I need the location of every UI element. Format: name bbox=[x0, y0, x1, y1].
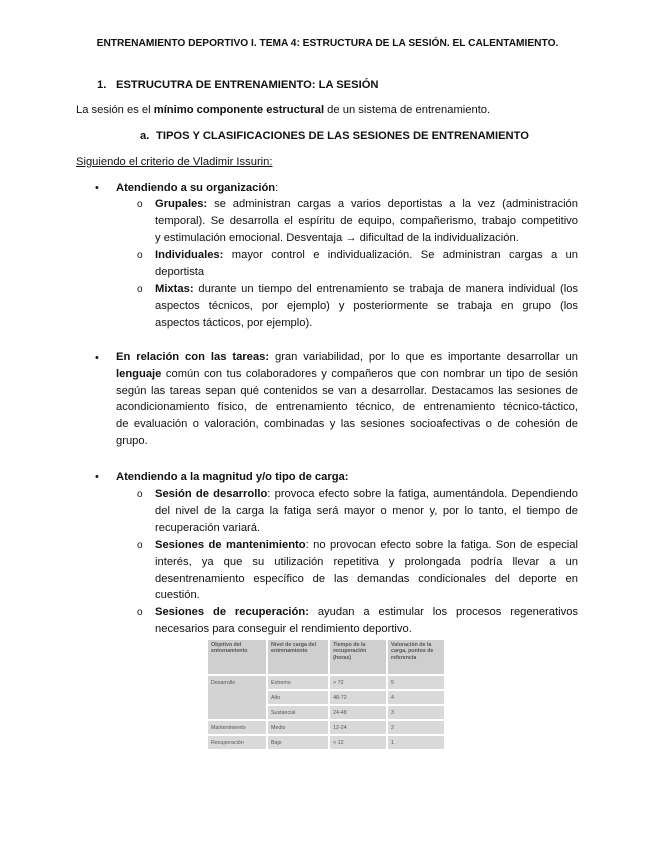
load-heading: Atendiendo a la magnitud y/o tipo de carga: bbox=[116, 471, 349, 483]
sub-bullet-mantenimiento: o bbox=[137, 540, 143, 551]
list-item-mixtas: Mixtas: durante un tiempo del entrenamiento se trabaja de manera individual (los aspectos técnicos, por ejemplo) y posteriormente se trabaja en grupo (los aspectos tácticos, por ejemplo). bbox=[155, 283, 579, 329]
subsection-letter: a. bbox=[140, 130, 150, 142]
document-header: ENTRENAMIENTO DEPORTIVO I. TEMA 4: ESTRUCTURA DE LA SESIÓN. EL CALENTAMIENTO. bbox=[96, 38, 559, 49]
list-item-grupales: Grupales: se administran cargas a varios deportistas a la vez (administración temporal). Se desarrolla el espíritu de equipo, compañerismo, trabajo competitivo y estimulación emocional. Desventaja → dificultad de la individualización. bbox=[155, 198, 578, 244]
header-cell: Nivel de carga del entrenamiento bbox=[268, 640, 328, 674]
list-item-mantenimiento: Sesiones de mantenimiento: no provocan efecto sobre la fatiga. Son de especial interés, ya que su utilización repetitiva y prolongada podría llevar a un desentrenamiento específico de las demandas condicionales del deporte en cuestión. bbox=[155, 539, 578, 602]
sub-bullet-mixtas: o bbox=[137, 284, 143, 295]
list-item-individuales: Individuales: mayor control e individualización. Se administran cargas a un deportista bbox=[155, 249, 579, 278]
table-cell: 48-72 bbox=[330, 691, 386, 704]
section-title: ESTRUCUTRA DE ENTRENAMIENTO: LA SESIÓN bbox=[116, 79, 379, 91]
table-cell: Mantenimiento bbox=[208, 721, 266, 734]
table-row bbox=[208, 676, 444, 689]
table-cell: 5 bbox=[388, 676, 444, 689]
load-table bbox=[206, 638, 446, 751]
table-cell: 2 bbox=[388, 721, 444, 734]
table-cell: Bajo bbox=[268, 736, 328, 749]
tasks-paragraph: En relación con las tareas: gran variabilidad, por lo que es importante desarrollar un lenguaje común con tus colaboradores y compañeros que con nombrar un tipo de sesión según las tareas sepan qué contenidos se van a desarrollar. Destacamos las sesiones de acondicionamiento físico, de entrenamiento técnico, de entrenamiento técnico-táctico, de evaluación o valoración, combinadas y las sesiones socioafectivas o de cohesión de grupo. bbox=[116, 351, 579, 447]
table-row bbox=[208, 736, 444, 749]
list-item-recuperacion: Sesiones de recuperación: ayudan a estimular los procesos regenerativos necesarios para conseguir el rendimiento deportivo. bbox=[155, 606, 579, 635]
table-cell: Desarrollo bbox=[208, 676, 266, 719]
table-cell: Extremo bbox=[268, 676, 328, 689]
section-number: 1. bbox=[97, 79, 107, 91]
subsection-title: TIPOS Y CLASIFICACIONES DE LAS SESIONES DE ENTRENAMIENTO bbox=[156, 130, 529, 142]
table-cell: 3 bbox=[388, 706, 444, 719]
header-cell: Valoración de la carga, puntos de referencia bbox=[388, 640, 444, 674]
list-item-desarrollo: Sesión de desarrollo: provoca efecto sobre la fatiga, aumentándola. Dependiendo del nivel de la carga la fatiga será mayor o menor y, por lo tanto, el tiempo de recuperación variará. bbox=[155, 488, 578, 534]
header-cell: Objetivo del entrenamiento bbox=[208, 640, 266, 674]
bullet-load: • bbox=[95, 471, 99, 483]
bullet-tasks: • bbox=[95, 352, 99, 364]
table-cell: Alto bbox=[268, 691, 328, 704]
section-intro: La sesión es el mínimo componente estructural de un sistema de entrenamiento. bbox=[76, 104, 491, 116]
table-row bbox=[208, 721, 444, 734]
sub-bullet-desarrollo: o bbox=[137, 489, 143, 500]
sub-bullet-recuperacion: o bbox=[137, 607, 143, 618]
table-cell: Medio bbox=[268, 721, 328, 734]
table-cell: Recuperación bbox=[208, 736, 266, 749]
table-header-row bbox=[208, 640, 444, 674]
table-cell: 1 bbox=[388, 736, 444, 749]
table-cell: < 12 bbox=[330, 736, 386, 749]
sub-bullet-individuales: o bbox=[137, 250, 143, 261]
table-cell: 12-24 bbox=[330, 721, 386, 734]
header-cell: Tiempo de la recuperación (horas) bbox=[330, 640, 386, 674]
organization-heading: Atendiendo a su organización: bbox=[116, 182, 279, 194]
sub-bullet-grupales: o bbox=[137, 199, 143, 210]
table-cell: 24-48 bbox=[330, 706, 386, 719]
bullet-organization: • bbox=[95, 182, 99, 194]
table-cell: > 72 bbox=[330, 676, 386, 689]
table-cell: Sustancial bbox=[268, 706, 328, 719]
table-cell: 4 bbox=[388, 691, 444, 704]
criterion-text: Siguiendo el criterio de Vladimir Issurin: bbox=[76, 156, 273, 168]
